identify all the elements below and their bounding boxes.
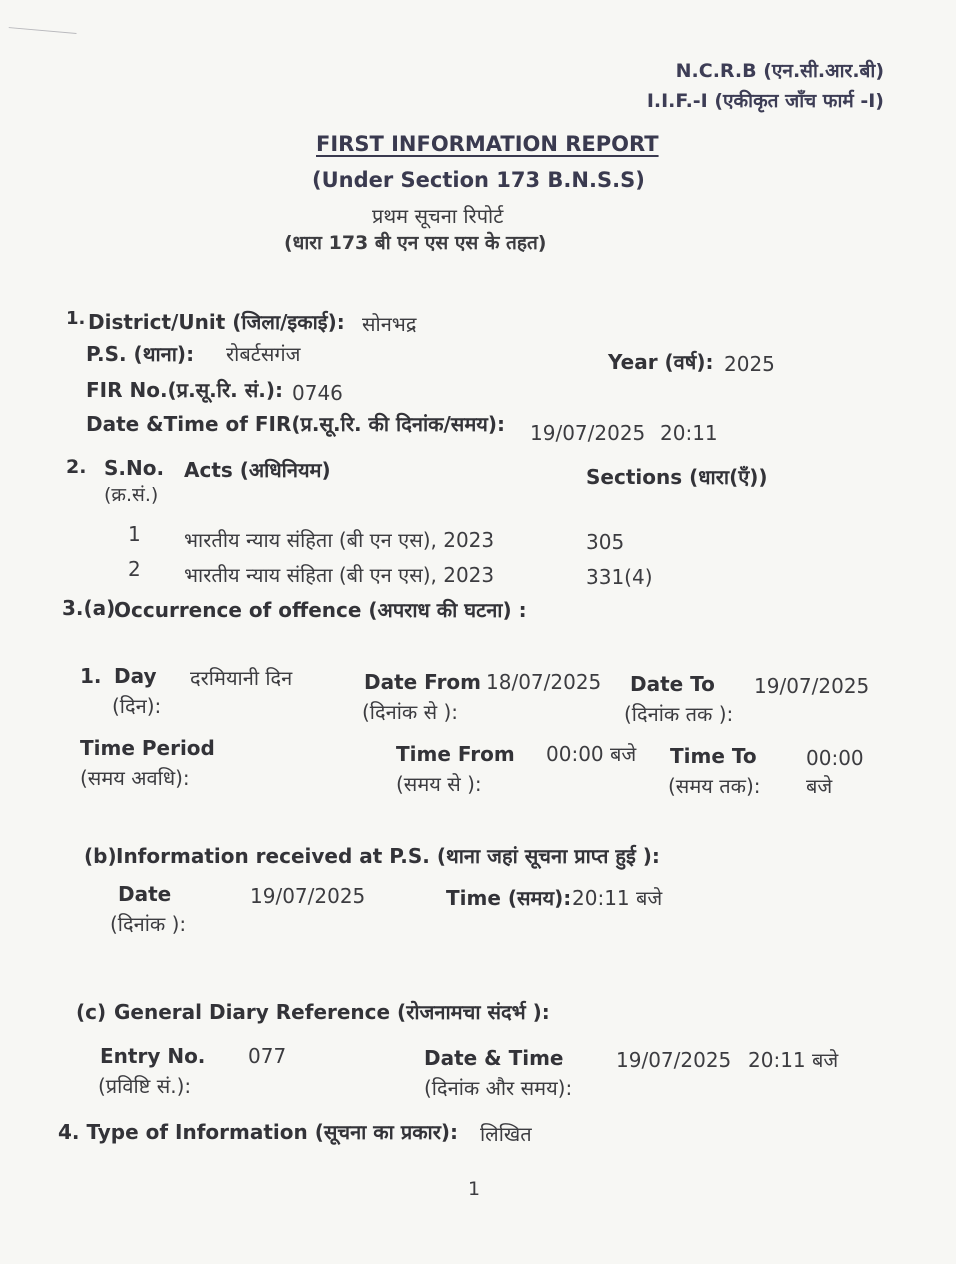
act-row-2-sno: 2 xyxy=(128,557,141,581)
act-row-2-section: 331(4) xyxy=(586,565,653,589)
gd-date-value: 19/07/2025 xyxy=(616,1048,732,1072)
date-to-label-hindi: (दिनांक तक ): xyxy=(624,702,734,726)
info-time-value: 20:11 बजे xyxy=(572,886,663,910)
page-number: 1 xyxy=(468,1178,481,1200)
sections-header: Sections (धारा(एँ)) xyxy=(586,465,768,489)
district-value: सोनभद्र xyxy=(362,312,417,336)
fir-date-value: 19/07/2025 xyxy=(530,421,646,445)
year-value: 2025 xyxy=(724,352,775,376)
report-section-hindi: (धारा 173 बी एन एस एस के तहत) xyxy=(284,232,547,254)
sno-header-hindi: (क्र.सं.) xyxy=(104,484,159,506)
year-label: Year (वर्ष): xyxy=(608,350,714,374)
info-date-value: 19/07/2025 xyxy=(250,884,366,908)
day-label-hindi: (दिन): xyxy=(112,694,162,718)
act-row-1-sno: 1 xyxy=(128,522,141,546)
info-received-label: Information received at P.S. (थाना जहां सूचना प्राप्त हुई ): xyxy=(116,844,660,868)
entry-no-label: Entry No. xyxy=(100,1044,206,1068)
time-to-label: Time To xyxy=(670,744,757,768)
act-row-1-section: 305 xyxy=(586,530,625,554)
gd-datetime-label: Date & Time xyxy=(424,1046,564,1070)
section-1-number: 1. xyxy=(66,308,86,329)
ncrb-header: N.C.R.B (एन.सी.आर.बी) xyxy=(675,60,884,82)
ps-label: P.S. (थाना): xyxy=(86,342,195,366)
sno-header: S.No. xyxy=(104,456,165,480)
gd-datetime-label-hindi: (दिनांक और समय): xyxy=(424,1076,573,1100)
day-value: दरमियानी दिन xyxy=(190,666,293,690)
section-2-number: 2. xyxy=(66,456,87,478)
date-to-value: 19/07/2025 xyxy=(754,674,870,698)
report-under-section: (Under Section 173 B.N.S.S) xyxy=(312,168,645,192)
type-of-information-value: लिखित xyxy=(480,1122,532,1146)
date-to-label: Date To xyxy=(630,672,715,696)
time-from-label-hindi: (समय से ): xyxy=(396,772,482,796)
time-period-label: Time Period xyxy=(80,736,215,760)
district-label: District/Unit (जिला/इकाई): xyxy=(88,310,345,334)
general-diary-label: General Diary Reference (रोजनामचा संदर्भ ): xyxy=(114,1000,550,1024)
act-row-1-act: भारतीय न्याय संहिता (बी एन एस), 2023 xyxy=(184,528,495,552)
date-from-label: Date From xyxy=(364,670,482,694)
acts-header: Acts (अधिनियम) xyxy=(184,458,331,482)
info-date-label: Date xyxy=(118,882,172,906)
occurrence-label: Occurrence of offence (अपराध की घटना) : xyxy=(114,598,527,622)
entry-no-value: 077 xyxy=(248,1044,287,1068)
iif-header: I.I.F.-I (एकीकृत जाँच फार्म -I) xyxy=(646,90,884,112)
occurrence-item-number: 1. xyxy=(80,664,102,688)
date-from-label-hindi: (दिनांक से ): xyxy=(362,700,459,724)
section-3c-number: (c) xyxy=(76,1000,107,1024)
section-3a-number: 3.(a) xyxy=(62,596,116,620)
time-to-value: 00:00 xyxy=(806,746,864,770)
day-label: Day xyxy=(114,664,157,688)
section-3b-number: (b) xyxy=(84,844,117,868)
time-from-value: 00:00 बजे xyxy=(546,742,637,766)
info-time-label: Time (समय): xyxy=(446,886,572,910)
date-from-value: 18/07/2025 xyxy=(486,670,602,694)
pen-mark xyxy=(7,27,76,48)
fir-datetime-label: Date &Time of FIR(प्र.सू.रि. की दिनांक/समय): xyxy=(86,412,506,436)
ps-value: रोबर्टसगंज xyxy=(226,342,301,366)
report-title-hindi: प्रथम सूचना रिपोर्ट xyxy=(372,204,504,228)
time-to-label-hindi: (समय तक): xyxy=(668,774,761,798)
report-title: FIRST INFORMATION REPORT xyxy=(316,132,659,156)
type-of-information-label: 4. Type of Information (सूचना का प्रकार): xyxy=(58,1120,459,1144)
time-to-unit: बजे xyxy=(806,774,833,798)
time-from-label: Time From xyxy=(396,742,515,766)
gd-time-value: 20:11 बजे xyxy=(748,1048,839,1072)
fir-time-value: 20:11 xyxy=(660,421,718,445)
entry-no-label-hindi: (प्रविष्टि सं.): xyxy=(98,1074,192,1098)
info-date-label-hindi: (दिनांक ): xyxy=(110,912,187,936)
fir-no-label: FIR No.(प्र.सू.रि. सं.): xyxy=(86,378,283,402)
time-period-label-hindi: (समय अवधि): xyxy=(80,766,190,790)
act-row-2-act: भारतीय न्याय संहिता (बी एन एस), 2023 xyxy=(184,563,495,587)
fir-no-value: 0746 xyxy=(292,381,343,405)
